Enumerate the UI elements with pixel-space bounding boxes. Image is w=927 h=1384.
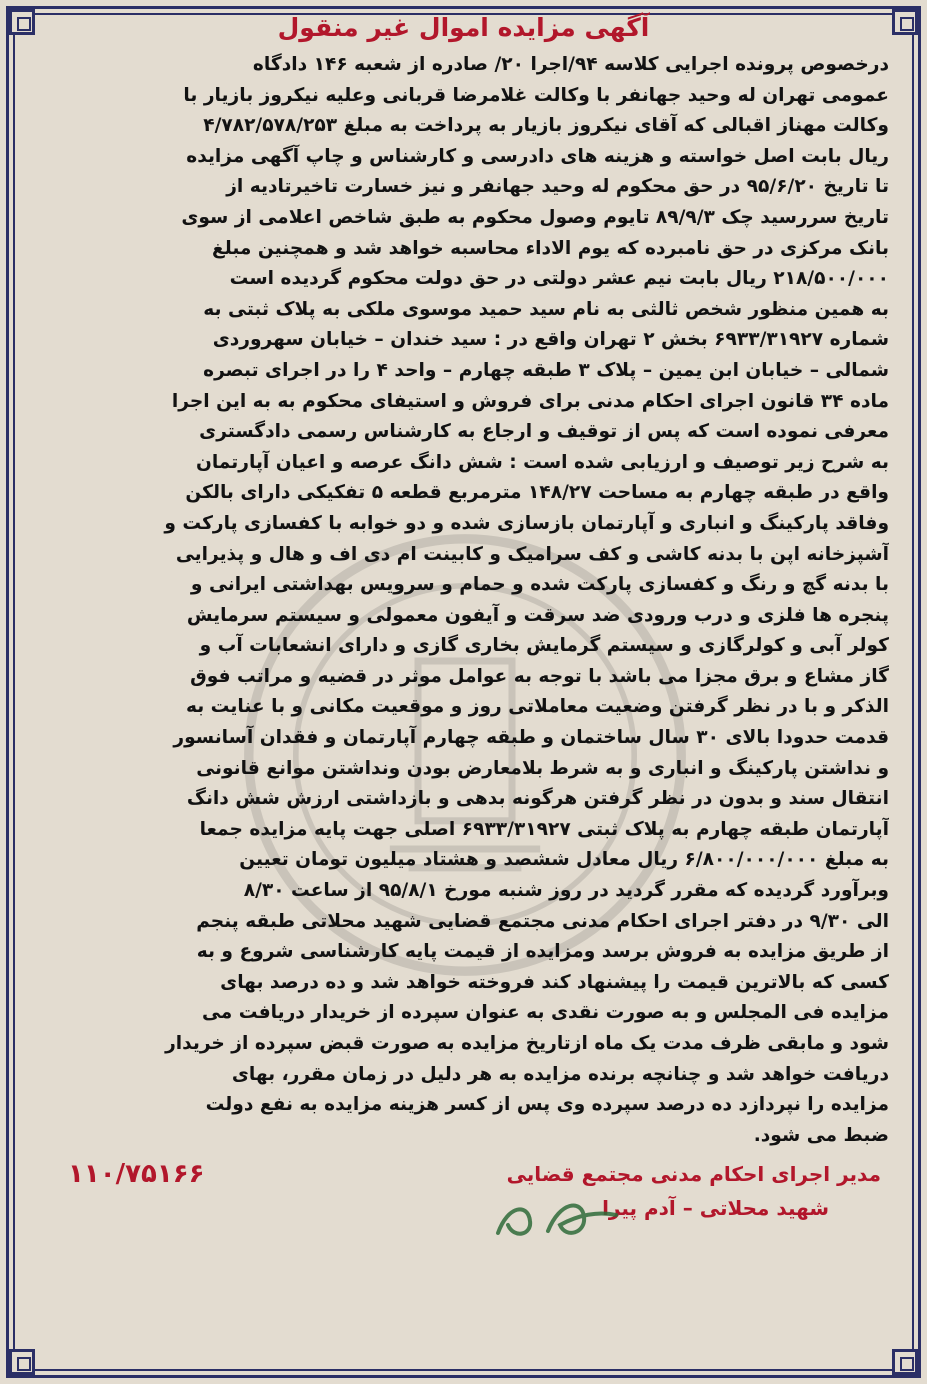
notice-body-line: عمومی تهران له وحید جهانفر با وکالت غلامرضا قربانی وعلیه نیکروز بازیار با [183,84,889,106]
notice-body [38,50,889,1151]
notice-body-line: شمالی – خیابان ابن یمین – پلاک ۳ طبقه چهارم – واحد ۴ را در اجرای تبصره [203,359,889,381]
notice-body-line: الی ۹/۳۰ در دفتر اجرای احکام مدنی مجتمع قضایی شهید محلاتی طبقه پنجم [196,910,889,932]
notice-body-line: ماده ۳۴ قانون اجرای احکام مدنی برای فروش و استیفای محکوم به به این اجرا [171,390,889,412]
notice-body-line: به شرح زیر توصیف و ارزیابی شده است : شش دانگ عرصه و اعیان آپارتمان [195,451,889,473]
notice-body-line: تاریخ سررسید چک ۸۹/۹/۳ تایوم وصول محکوم به طبق شاخص اعلامی از سوی [181,206,889,228]
notice-body-line: انتقال سند و بدون در نظر گرفتن هرگونه بدهی و بازداشتی ارزش شش دانگ [186,788,889,810]
notice-body-line: واقع در طبقه چهارم به مساحت ۱۴۸/۲۷ مترمربع قطعه ۵ تفکیکی دارای بالکن [185,482,889,504]
notice-body-line: شماره ۶۹۳۳/۳۱۹۲۷ بخش ۲ تهران واقع در : سید خندان – خیابان سهروردی [212,329,889,351]
notice-body-line: بانک مرکزی در حق نامبرده که یوم الاداء محاسبه خواهد شد و همچنین مبلغ [212,237,889,259]
notice-body-line: شود و مابقی ظرف مدت یک ماه ازتاریخ مزایده به صورت قبض سپرده از خریدار [165,1033,889,1054]
notice-body-line: ۲۱۸/۵۰۰/۰۰۰ ریال بابت نیم عشر دولتی در حق دولت محکوم گردیده است [229,268,889,290]
auction-notice [26,8,901,1374]
notice-body-line: مزایده فی المجلس و به صورت نقدی به عنوان سپرده از خریدار دریافت می [201,1002,889,1024]
notice-body-line: ضبط می شود. [753,1124,889,1146]
notice-footer [38,1157,889,1267]
notice-body-line: آپارتمان طبقه چهارم به پلاک ثبتی ۶۹۳۳/۳۱۹۲۷ اصلی جهت پایه مزایده جمعا [199,818,889,840]
notice-body-line: گاز مشاع و برق مجزا می باشد با توجه به عوامل موثر در قضیه و مراتب فوق [190,665,889,687]
notice-body-line: کولر آبی و کولرگازی و سیستم گرمایش بخاری گازی و دارای انشعابات آب و [199,635,889,657]
notice-body-line: دریافت خواهد شد و چنانچه برنده مزایده به هر دلیل در زمان مقرر، بهای [231,1063,889,1085]
notice-body-line: الذکر و با در نظر گرفتن وضعیت معاملاتی روز و موقعیت مکانی و با عنایت به [185,696,889,718]
notice-body-line: به مبلغ ۶/۸۰۰/۰۰۰/۰۰۰ ریال معادل ششصد و هشتاد میلیون تومان تعیین [239,849,889,871]
notice-body-line: به همین منظور شخص ثالثی به نام سید حمید موسوی ملکی به پلاک ثبتی به [203,298,889,320]
notice-body-line: وفاقد پارکینگ و انباری و آپارتمان بازسازی شده و دو خوابه با کفسازی پارکت و [164,512,889,534]
notice-body-line: درخصوص پرونده اجرایی کلاسه ۹۴/اجرا ۲۰/ صادره از شعبه ۱۴۶ دادگاه [252,54,889,75]
signature-title: مدیر اجرای احکام مدنی مجتمع قضایی [506,1162,881,1187]
handwritten-mark [478,1185,628,1245]
signature-name: شهید محلاتی – آدم پیرا [602,1196,829,1221]
notice-body-line: پنجره ها فلزی و درب ورودی ضد سرقت و آیفون معمولی و سیستم سرمایش [186,604,889,626]
notice-body-line: تا تاریخ ۹۵/۶/۲۰ در حق محکوم له وحید جهانفر و نیز خسارت تاخیرتادیه از [226,176,889,198]
notice-body-line: ریال بابت اصل خواسته و هزینه های دادرسی و کارشناس و چاپ آگهی مزایده [186,145,889,167]
notice-body-line: از طریق مزایده به فروش برسد ومزایده از قیمت پایه کارشناسی شروع و به [196,941,889,963]
reference-number: ۱۱۰/۷۵۱۶۶ [68,1159,205,1190]
notice-body-line: وبرآورد گردیده که مقرر گردید در روز شنبه مورخ ۹۵/۸/۱ از ساعت ۸/۳۰ [243,880,889,902]
notice-body-line: معرفی نموده است که پس از توقیف و ارجاع به کارشناس رسمی دادگستری [199,421,889,443]
notice-body-line: مزایده را نپردازد ده درصد سپرده وی پس از کسر هزینه مزایده به نفع دولت [205,1094,889,1116]
notice-title: آگهی مزایده اموال غیر منقول [277,13,650,42]
notice-body-line: قدمت حدودا بالای ۳۰ سال ساختمان و طبقه چهارم آپارتمان و فقدان آسانسور [173,727,889,749]
notice-body-line: و نداشتن پارکینگ و انباری و به شرط بلامعارض بودن ونداشتن موانع قانونی [196,757,889,779]
notice-body-line: وکالت مهناز اقبالی که آقای نیکروز بازیار به پرداخت به مبلغ ۴/۷۸۲/۵۷۸/۲۵۳ [203,115,889,137]
notice-body-line: آشپزخانه اپن با بدنه کاشی و کف سرامیک و کابینت ام دی اف و هال و پذیرایی [175,543,889,565]
notice-body-line: با بدنه گچ و رنگ و کفسازی پارکت شده و حمام و سرویس بهداشتی ایرانی و [190,574,889,596]
notice-body-line: کسی که بالاترین قیمت را پیشنهاد کند فروخته خواهد شد و ده درصد بهای [220,971,889,993]
